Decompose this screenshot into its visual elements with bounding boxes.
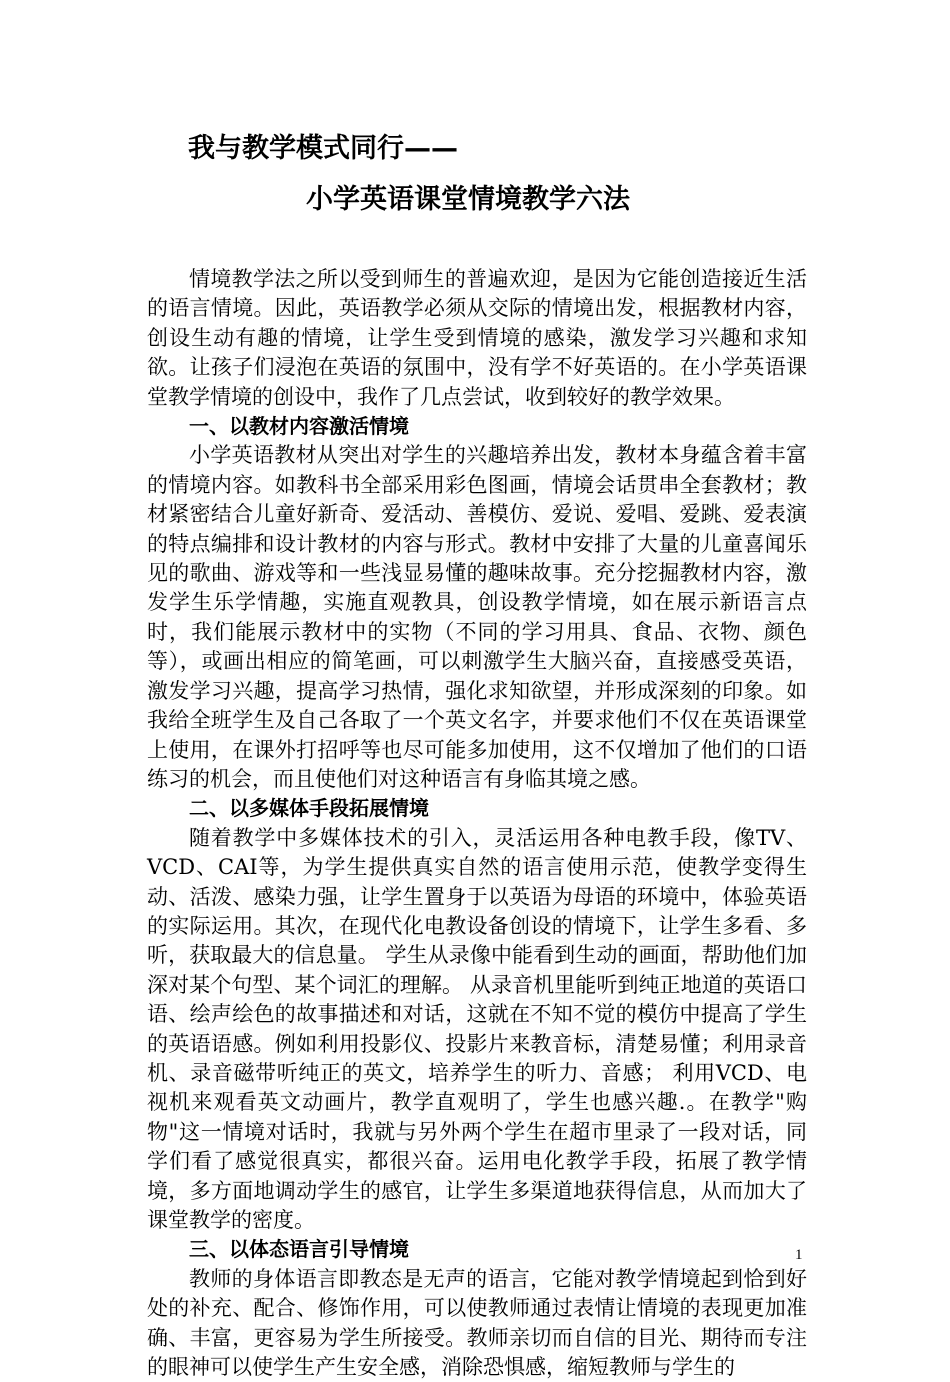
document-body [147,265,807,1382]
title-line-2: 小学英语课堂情境教学六法 [306,184,630,215]
intro-paragraph: 情境教学法之所以受到师生的普遍欢迎，是因为它能创造接近生活的语言情境。因此，英语教学必须从交际的情境出发，根据教材内容，创设生动有趣的情境，让学生受到情境的感染，激发学习兴趣和求知欲。让孩子们浸泡在英语的氛围中，没有学不好英语的。在小学英语课堂教学情境的创设中，我作了几点尝试，收到较好的教学效果。 [147,267,807,409]
section-paragraph: 小学英语教材从突出对学生的兴趣培养出发，教材本身蕴含着丰富的情境内容。如教科书全部采用彩色图画，情境会话贯串全套教材；教材紧密结合儿童好新奇、爱活动、善模仿、爱说、爱唱、爱跳、爱表演的特点编排和设计教材的内容与形式。教材中安排了大量的儿童喜闻乐见的歌曲、游戏等和一些浅显易懂的趣味故事。充分挖掘教材内容，激发学生乐学情趣，实施直观教具，创设教学情境，如在展示新语言点时，我们能展示教材中的实物（不同的学习用具、食品、衣物、颜色等），或画出相应的简笔画，可以刺激学生大脑兴奋，直接感受英语，激发学习兴趣，提高学习热情，强化求知欲望，并形成深刻的印象。如我给全班学生及自己各取了一个英文名字，并要求他们不仅在英语课堂上使用，在课外打招呼等也尽可能多加使用，这不仅增加了他们的口语练习的机会，而且使他们对这种语言有身临其境之感。 [147,443,807,791]
title-line-1: 我与教学模式同行—— [188,133,458,164]
section-heading: 二、以多媒体手段拓展情境 [189,796,429,821]
section-heading: 三、以体态语言引导情境 [189,1237,409,1262]
page-number: 1 [795,1247,803,1263]
section-heading: 一、以教材内容激活情境 [189,414,409,439]
section-paragraph: 随着教学中多媒体技术的引入，灵活运用各种电教手段，像TV、VCD、CAI等，为学生提供真实自然的语言使用示范，使教学变得生动、活泼、感染力强，让学生置身于以英语为母语的环境中，体验英语的实际运用。其次，在现代化电教设备创设的情境下，让学生多看、多听，获取最大的信息量。 学生从录像中能看到生动的画面，帮助他们加深对某个句型、某个词汇的理解。 从录音机里能听到纯正地道的英语口语、绘声绘色的故事描述和对话，这就在不知不觉的模仿中提高了学生的英语语感。例如利用投影仪、投影片来教音标，清楚易懂；利用录音机、录音磁带听纯正的英文，培养学生的听力、音感； 利用VCD、电视机来观看英文动画片，教学直观明了，学生也感兴趣.。在教学"购物"这一情境对话时，我就与另外两个学生在超市里录了一段对话，同学们看了感觉很真实，都很兴奋。运用电化教学手段，拓展了教学情境，多方面地调动学生的感官，让学生多渠道地获得信息，从而加大了课堂教学的密度。 [147,825,807,1232]
section-paragraph: 教师的身体语言即教态是无声的语言，它能对教学情境起到恰到好处的补充、配合、修饰作用，可以使教师通过表情让情境的表现更加准确、丰富，更容易为学生所接受。教师亲切而自信的目光、期待而专注的眼神可以使学生产生安全感，消除恐惧感，缩短教师与学生的 [147,1266,807,1380]
